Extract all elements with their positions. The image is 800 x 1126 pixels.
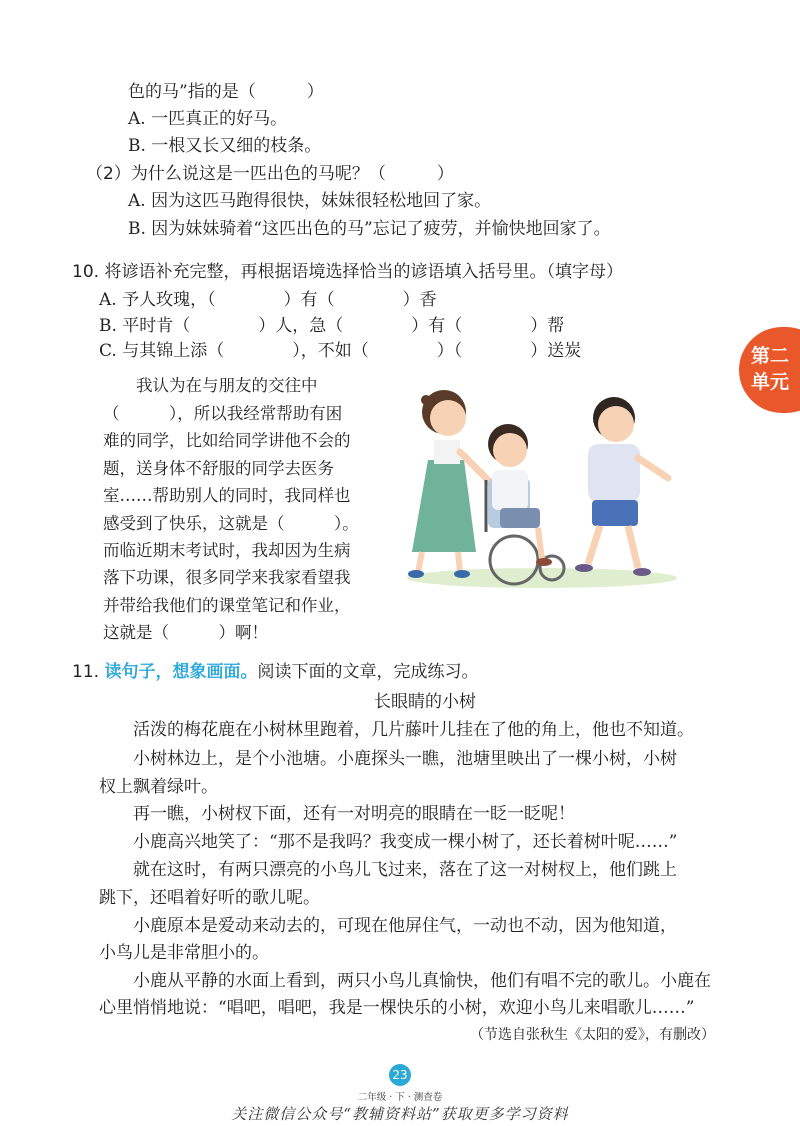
unit-side-tab-label: 第二 单元: [750, 345, 789, 393]
q11-number: 11.: [72, 662, 105, 682]
q10-passage-line: 感受到了快乐，这就是（ ）。: [103, 514, 359, 533]
q10-passage-line: （ ），所以我经常帮助有困: [103, 404, 343, 423]
q9-option-a[interactable]: A. 一匹真正的好马。: [128, 109, 288, 129]
promo-text: 关注微信公众号“教辅资料站”获取更多学习资料: [231, 1105, 569, 1123]
story-line: 小树林边上，是个小池塘。小鹿探头一瞧，池塘里映出了一棵小树，小树: [99, 749, 677, 769]
story-line: 杈上飘着绿叶。: [99, 777, 218, 797]
q11-highlight: 读句子，想象画面。: [104, 662, 258, 682]
story-line: 小鹿原本是爱动来动去的，可现在他屏住气，一动也不动，因为他知道，: [99, 916, 677, 936]
q11-heading: [72, 662, 478, 682]
q10-passage-line: 室……帮助别人的同时，我同样也: [103, 486, 351, 505]
q9-sub2-question: （2）为什么说这是一匹出色的马呢？（ ）: [86, 164, 454, 184]
page-number: 23: [389, 1064, 411, 1086]
wheelchair-boy-figure: [486, 424, 564, 584]
story-line: 再一瞧，小树杈下面，还有一对明亮的眼睛在一眨一眨呢！: [99, 804, 575, 824]
story-title: 长眼睛的小树: [374, 692, 476, 712]
story-line: 心里悄悄地说：“唱吧，唱吧，我是一棵快乐的小树，欢迎小鸟儿来唱歌儿……”: [99, 998, 695, 1018]
q10-passage-line: 我认为在与朋友的交往中: [103, 376, 318, 395]
children-helping-illustration: [392, 382, 684, 592]
q10-passage-line: 这就是（ ）啊！: [103, 623, 268, 642]
q10-passage-line: 并带给我他们的课堂笔记和作业，: [103, 596, 351, 615]
story-line: 小鸟儿是非常胆小的。: [99, 943, 269, 963]
story-line: 小鹿从平静的水面上看到，两只小鸟儿真愉快，他们有唱不完的歌儿。小鹿在: [99, 971, 711, 991]
story-line: 就在这时，有两只漂亮的小鸟儿飞过来，落在了这一对树杈上，他们跳上: [99, 860, 677, 880]
q10-passage-line: 落下功课，很多同学来我家看望我: [103, 568, 351, 587]
q10-title: 10. 将谚语补充完整，再根据语境选择恰当的谚语填入括号里。（填字母）: [72, 262, 623, 282]
q9-continuation-line: 色的马”指的是（ ）: [128, 82, 324, 102]
story-source: （节选自张秋生《太阳的爱》，有删改）: [470, 1027, 715, 1043]
story-line: 跳下，还唱着好听的歌儿呢。: [99, 888, 320, 908]
q11-instruction: 阅读下面的文章，完成练习。: [257, 662, 479, 682]
q10-proverb-c[interactable]: C. 与其锦上添（ ），不如（ ）（ ）送炭: [99, 341, 582, 361]
q9-option-b[interactable]: B. 一根又长又细的枝条。: [128, 136, 322, 156]
story-line: 小鹿高兴地笑了：“那不是我吗？我变成一棵小树了，还长着树叶呢……”: [99, 832, 678, 852]
q10-proverb-a[interactable]: A. 予人玫瑰，（ ）有（ ）香: [99, 290, 437, 310]
q10-passage-line: 难的同学，比如给同学讲他不会的: [103, 431, 351, 450]
story-line: 活泼的梅花鹿在小树林里跑着，几片藤叶儿挂在了他的角上，他也不知道。: [99, 720, 694, 740]
book-info: 二年级 · 下 · 测查卷: [357, 1092, 443, 1103]
q9-sub2-option-a[interactable]: A. 因为这匹马跑得很快，妹妹很轻松地回了家。: [128, 191, 492, 211]
q10-passage-line: 题，送身体不舒服的同学去医务: [103, 459, 334, 478]
walking-boy-figure: [575, 397, 668, 576]
q9-sub2-option-b[interactable]: B. 因为妹妹骑着“这匹出色的马”忘记了疲劳，并愉快地回家了。: [128, 219, 611, 239]
girl-figure: [408, 390, 490, 578]
q10-passage-line: 而临近期末考试时，我却因为生病: [103, 541, 351, 560]
q10-proverb-b[interactable]: B. 平时肯（ ）人，急（ ）有（ ）帮: [99, 316, 565, 336]
